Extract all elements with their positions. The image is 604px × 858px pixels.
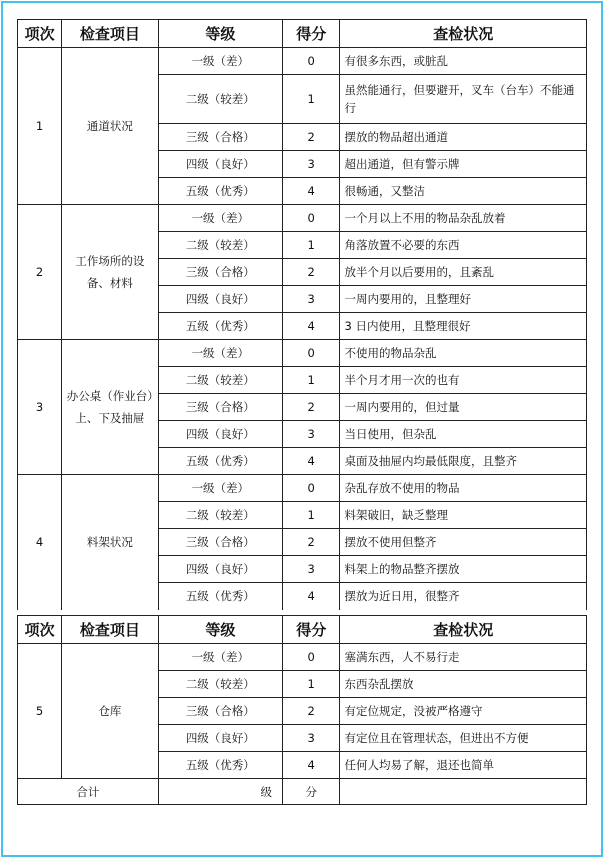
state-description: 料架上的物品整齐摆放 (340, 556, 587, 583)
header-item: 检查项目 (62, 616, 159, 644)
state-description: 有定位规定，没被严格遵守 (340, 698, 587, 725)
section-index: 1 (18, 48, 62, 205)
grade-label: 三级（合格） (158, 698, 282, 725)
grade-label: 一级（差） (158, 340, 282, 367)
state-description: 虽然能通行，但要避开，叉车（台车）不能通行 (340, 75, 587, 124)
section-item: 仓库 (62, 644, 159, 779)
inspection-table-1 (17, 19, 587, 610)
grade-label: 三级（合格） (158, 259, 282, 286)
state-description: 3 日内使用，且整理很好 (340, 313, 587, 340)
header-score: 得分 (282, 20, 340, 48)
grade-label: 五级（优秀） (158, 752, 282, 779)
header-item: 检查项目 (62, 20, 159, 48)
state-description: 当日使用，但杂乱 (340, 421, 587, 448)
header-grade: 等级 (158, 20, 282, 48)
section-index: 2 (18, 205, 62, 340)
state-description: 一个月以上不用的物品杂乱放着 (340, 205, 587, 232)
score-value: 0 (282, 475, 340, 502)
header-grade: 等级 (158, 616, 282, 644)
score-value: 3 (282, 556, 340, 583)
grade-label: 二级（较差） (158, 671, 282, 698)
grade-label: 一级（差） (158, 205, 282, 232)
grade-label: 五级（优秀） (158, 583, 282, 610)
state-description: 摆放不使用但整齐 (340, 529, 587, 556)
total-row (18, 779, 587, 805)
grade-row (18, 340, 587, 367)
inspection-table-2 (17, 615, 587, 805)
score-value: 1 (282, 502, 340, 529)
score-value: 4 (282, 178, 340, 205)
score-value: 2 (282, 698, 340, 725)
score-value: 1 (282, 232, 340, 259)
score-value: 0 (282, 205, 340, 232)
section-index: 5 (18, 644, 62, 779)
state-description: 桌面及抽屉内均最低限度，且整齐 (340, 448, 587, 475)
state-description: 一周内要用的，且整理好 (340, 286, 587, 313)
grade-label: 二级（较差） (158, 232, 282, 259)
header-state: 查检状况 (340, 616, 587, 644)
grade-label: 二级（较差） (158, 502, 282, 529)
score-value: 2 (282, 124, 340, 151)
state-description: 角落放置不必要的东西 (340, 232, 587, 259)
section-item: 料架状况 (62, 475, 159, 610)
state-description: 塞满东西，人不易行走 (340, 644, 587, 671)
header-row (18, 616, 587, 644)
score-value: 1 (282, 671, 340, 698)
total-label: 合计 (18, 779, 159, 805)
state-description: 东西杂乱摆放 (340, 671, 587, 698)
header-index: 项次 (18, 616, 62, 644)
state-description: 杂乱存放不使用的物品 (340, 475, 587, 502)
score-value: 3 (282, 725, 340, 752)
grade-label: 三级（合格） (158, 529, 282, 556)
grade-row (18, 644, 587, 671)
state-description: 一周内要用的，但过量 (340, 394, 587, 421)
score-value: 2 (282, 394, 340, 421)
grade-label: 一级（差） (158, 48, 282, 75)
grade-label: 四级（良好） (158, 151, 282, 178)
score-value: 3 (282, 151, 340, 178)
state-description: 摆放为近日用，很整齐 (340, 583, 587, 610)
score-value: 2 (282, 529, 340, 556)
grade-label: 四级（良好） (158, 725, 282, 752)
grade-label: 四级（良好） (158, 286, 282, 313)
state-description: 摆放的物品超出通道 (340, 124, 587, 151)
state-description: 放半个月以后要用的，且紊乱 (340, 259, 587, 286)
grade-label: 三级（合格） (158, 394, 282, 421)
grade-label: 二级（较差） (158, 75, 282, 124)
score-value: 2 (282, 259, 340, 286)
score-value: 0 (282, 340, 340, 367)
state-description: 任何人均易了解，退还也简单 (340, 752, 587, 779)
state-description: 有定位且在管理状态，但进出不方便 (340, 725, 587, 752)
grade-row (18, 475, 587, 502)
score-value: 0 (282, 644, 340, 671)
section-item: 通道状况 (62, 48, 159, 205)
grade-label: 四级（良好） (158, 421, 282, 448)
grade-label: 一级（差） (158, 644, 282, 671)
header-state: 查检状况 (340, 20, 587, 48)
state-description: 有很多东西，或脏乱 (340, 48, 587, 75)
total-state-cell (340, 779, 587, 805)
score-value: 4 (282, 583, 340, 610)
grade-label: 五级（优秀） (158, 178, 282, 205)
score-value: 3 (282, 286, 340, 313)
score-value: 1 (282, 75, 340, 124)
grade-label: 二级（较差） (158, 367, 282, 394)
state-description: 不使用的物品杂乱 (340, 340, 587, 367)
section-item: 工作场所的设备、材料 (62, 205, 159, 340)
state-description: 很畅通，又整洁 (340, 178, 587, 205)
score-value: 4 (282, 313, 340, 340)
score-value: 4 (282, 448, 340, 475)
grade-label: 五级（优秀） (158, 448, 282, 475)
header-index: 项次 (18, 20, 62, 48)
grade-row (18, 48, 587, 75)
state-description: 料架破旧，缺乏整理 (340, 502, 587, 529)
section-index: 3 (18, 340, 62, 475)
grade-label: 五级（优秀） (158, 313, 282, 340)
score-value: 1 (282, 367, 340, 394)
total-score-unit: 分 (282, 779, 340, 805)
score-value: 0 (282, 48, 340, 75)
header-score: 得分 (282, 616, 340, 644)
state-description: 超出通道，但有警示牌 (340, 151, 587, 178)
grade-label: 四级（良好） (158, 556, 282, 583)
section-item: 办公桌（作业台）上、下及抽屉 (62, 340, 159, 475)
header-row (18, 20, 587, 48)
grade-label: 三级（合格） (158, 124, 282, 151)
grade-label: 一级（差） (158, 475, 282, 502)
score-value: 3 (282, 421, 340, 448)
section-index: 4 (18, 475, 62, 610)
state-description: 半个月才用一次的也有 (340, 367, 587, 394)
score-value: 4 (282, 752, 340, 779)
total-grade-unit: 级 (158, 779, 282, 805)
grade-row (18, 205, 587, 232)
